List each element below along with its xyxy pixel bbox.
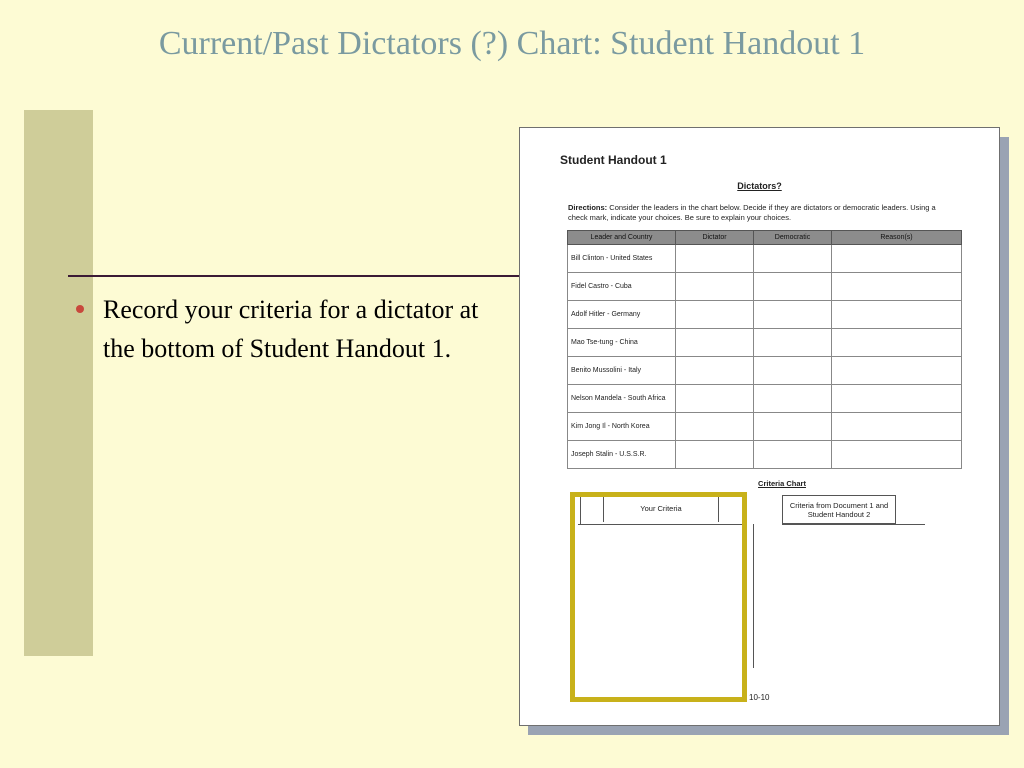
- criteria-divider: [753, 524, 754, 668]
- table-row: [568, 245, 962, 273]
- leader-cell: Benito Mussolini - Italy: [568, 357, 676, 385]
- criteria-highlight-box: [570, 492, 747, 702]
- handout-heading: Student Handout 1: [560, 153, 667, 167]
- column-header: Dictator: [676, 231, 754, 245]
- handout-directions: [568, 203, 948, 223]
- leader-cell: Adolf Hitler - Germany: [568, 301, 676, 329]
- side-bar: [24, 110, 93, 656]
- column-header: Reason(s): [832, 231, 962, 245]
- bullet-text: Record your criteria for a dictator at the bottom of Student Handout 1.: [103, 295, 479, 363]
- your-criteria-header: Your Criteria: [603, 495, 719, 522]
- leader-cell: Nelson Mandela - South Africa: [568, 385, 676, 413]
- table-row: [568, 413, 962, 441]
- leaders-table: [567, 230, 962, 469]
- column-header: Democratic: [754, 231, 832, 245]
- handout-subtitle: Dictators?: [737, 181, 782, 191]
- bullet-item: [72, 290, 492, 368]
- criteria-divider: [782, 524, 925, 525]
- slide-title: Current/Past Dictators (?) Chart: Student Handout 1: [158, 25, 866, 62]
- table-header-row: [568, 231, 962, 245]
- leader-cell: Bill Clinton - United States: [568, 245, 676, 273]
- document-criteria-header: [782, 495, 896, 524]
- table-row: [568, 301, 962, 329]
- document-criteria-text: Criteria from Document 1 and Student Handout 2: [789, 500, 889, 519]
- criteria-chart-label: Criteria Chart: [758, 479, 806, 488]
- directions-text: Consider the leaders in the chart below. Decide if they are dictators or democratic leaders. Using a check mark, indicate your choices. Be sure to explain your choices.: [568, 203, 936, 222]
- table-row: [568, 273, 962, 301]
- leader-cell: Fidel Castro - Cuba: [568, 273, 676, 301]
- directions-label: Directions:: [568, 203, 608, 212]
- page-number: 10-10: [749, 693, 770, 702]
- table-row: [568, 329, 962, 357]
- handout-image: [519, 127, 1000, 726]
- table-row: [568, 441, 962, 469]
- leader-cell: Mao Tse-tung - China: [568, 329, 676, 357]
- table-row: [568, 357, 962, 385]
- leader-cell: Kim Jong Il - North Korea: [568, 413, 676, 441]
- table-row: [568, 385, 962, 413]
- leader-cell: Joseph Stalin - U.S.S.R.: [568, 441, 676, 469]
- column-header: Leader and Country: [568, 231, 676, 245]
- title-divider: [68, 275, 530, 277]
- bullet-dot-icon: [76, 305, 84, 313]
